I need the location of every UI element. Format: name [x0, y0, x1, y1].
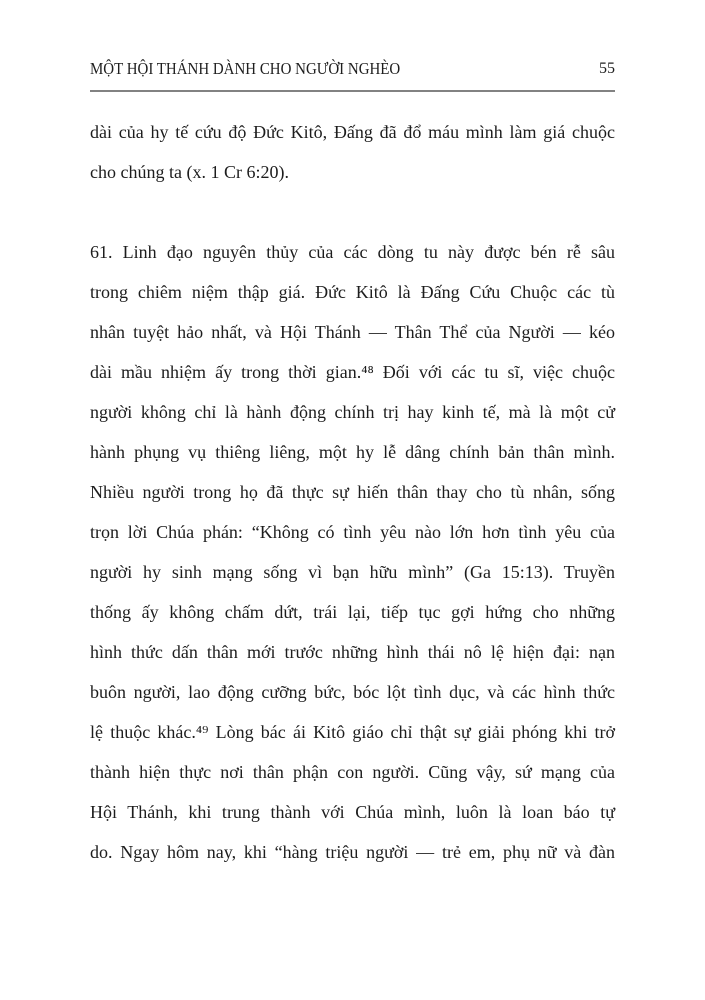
page-content	[90, 0, 615, 872]
text-line: dài mầu nhiệm ấy trong thời gian.⁴⁸ Đối với các tu sĩ, việc chuộc	[90, 362, 615, 382]
text-line: hình thức dấn thân mới trước những hình thái nô lệ hiện đại: nạn	[90, 642, 615, 662]
page-number: 55	[599, 60, 615, 77]
text-line: 61. Linh đạo nguyên thủy của các dòng tu này được bén rễ sâu	[90, 242, 615, 262]
text-line: thống ấy không chấm dứt, trái lại, tiếp tục gợi hứng cho những	[90, 602, 615, 622]
page-body	[90, 112, 615, 872]
text-line: lệ thuộc khác.⁴⁹ Lòng bác ái Kitô giáo chỉ thật sự giải phóng khi trở	[90, 722, 615, 742]
running-header-title: MỘT HỘI THÁNH DÀNH CHO NGƯỜI NGHÈO	[90, 59, 401, 78]
text-line: do. Ngay hôm nay, khi “hàng triệu người — trẻ em, phụ nữ và đàn	[90, 842, 615, 862]
text-line: dài của hy tế cứu độ Đức Kitô, Đấng đã đổ máu mình làm giá chuộc	[90, 122, 615, 142]
text-line: trong chiêm niệm thập giá. Đức Kitô là Đấng Cứu Chuộc các tù	[90, 282, 615, 302]
text-line: người hy sinh mạng sống vì bạn hữu mình” (Ga 15:13). Truyền	[90, 562, 615, 582]
text-line: Nhiều người trong họ đã thực sự hiến thân thay cho tù nhân, sống	[90, 482, 615, 502]
running-header	[90, 0, 615, 92]
text-line: Hội Thánh, khi trung thành với Chúa mình, luôn là loan báo tự	[90, 802, 615, 822]
paragraph	[90, 232, 615, 872]
text-line: nhân tuyệt hảo nhất, và Hội Thánh — Thân Thể của Người — kéo	[90, 322, 615, 342]
text-line: thành hiện thực nơi thân phận con người. Cũng vậy, sứ mạng của	[90, 762, 615, 782]
text-line: hành phụng vụ thiêng liêng, một hy lễ dâng chính bản thân mình.	[90, 442, 615, 462]
text-line: người không chỉ là hành động chính trị hay kinh tế, mà là một cử	[90, 402, 615, 422]
text-line: buôn người, lao động cưỡng bức, bóc lột tình dục, và các hình thức	[90, 682, 615, 702]
paragraph	[90, 112, 615, 192]
text-line: trọn lời Chúa phán: “Không có tình yêu nào lớn hơn tình yêu của	[90, 522, 615, 542]
text-line: cho chúng ta (x. 1 Cr 6:20).	[90, 162, 289, 182]
